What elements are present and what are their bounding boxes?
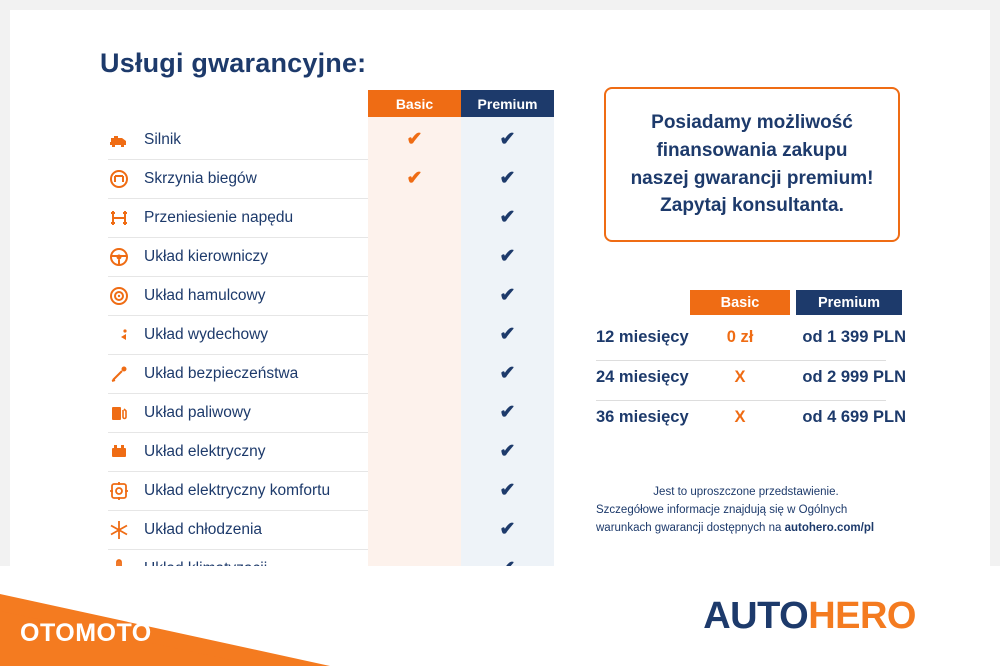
autohero-logo-hero: HERO: [808, 595, 916, 637]
promo-line-1: Posiadamy możliwość: [651, 112, 853, 134]
table-row: [100, 120, 555, 159]
comfort-icon: [106, 478, 132, 504]
row-label: Układ elektryczny: [144, 442, 266, 460]
table-row: [100, 354, 555, 393]
row-label: Skrzynia biegów: [144, 169, 257, 187]
table-row: [100, 198, 555, 237]
row-label: Układ bezpieczeństwa: [144, 364, 299, 382]
pricing-period: 24 miesięcy: [596, 368, 689, 386]
pricing-row: [596, 320, 906, 360]
financing-promo-box: [604, 87, 900, 242]
row-label: Układ elektryczny komfortu: [144, 481, 331, 499]
table-header-basic: Basic: [368, 90, 461, 117]
pricing-row: [596, 360, 906, 400]
row-basic-value: ✔: [406, 129, 423, 150]
gearbox-icon: [106, 166, 132, 192]
autohero-logo: [703, 595, 916, 638]
frame-top-border: [0, 0, 1000, 10]
table-row: [100, 510, 555, 549]
row-premium-value: ✔: [499, 324, 516, 345]
row-premium-value: ✔: [499, 441, 516, 462]
footnote-line-1: Jest to uproszczone przedstawienie.: [653, 486, 839, 498]
footer-band: [0, 566, 1000, 666]
table-row: [100, 393, 555, 432]
table-row: [100, 237, 555, 276]
otomoto-logo: OTOMOTO: [20, 619, 152, 647]
pricing-premium-value: od 1 399 PLN: [802, 328, 906, 346]
promo-line-2: finansowania zakupu: [656, 139, 848, 161]
row-label: Przeniesienie napędu: [144, 208, 294, 226]
row-premium-value: ✔: [499, 246, 516, 267]
footnote-line-2: Szczegółowe informacje znajdują się w Ogólnych: [596, 503, 848, 516]
table-header-premium: Premium: [461, 90, 554, 117]
row-premium-value: ✔: [499, 207, 516, 228]
exhaust-icon: [106, 322, 132, 348]
row-premium-value: ✔: [499, 402, 516, 423]
footnote-line-3-prefix: warunkach gwarancji dostępnych na: [596, 521, 785, 534]
row-premium-value: ✔: [499, 363, 516, 384]
page-title: Usługi gwarancyjne:: [100, 48, 367, 78]
pricing-header-premium: Premium: [796, 290, 902, 315]
row-label: Układ kierowniczy: [144, 247, 269, 265]
row-label: Układ wydechowy: [144, 325, 269, 343]
brakes-icon: [106, 283, 132, 309]
promo-line-4: Zapytaj konsultanta.: [660, 195, 844, 217]
pricing-header-basic: Basic: [690, 290, 790, 315]
footnote-link[interactable]: autohero.com/pl: [784, 521, 875, 534]
cooling-icon: [106, 517, 132, 543]
pricing-basic-value: 0 zł: [726, 328, 754, 346]
row-label: Układ paliwowy: [144, 403, 251, 421]
pricing-basic-value: X: [734, 408, 746, 426]
autohero-logo-auto: AUTO: [703, 595, 809, 637]
pricing-period: 36 miesięcy: [596, 408, 689, 426]
pricing-period: 12 miesięcy: [596, 328, 689, 346]
row-premium-value: ✔: [499, 480, 516, 501]
row-premium-value: ✔: [499, 519, 516, 540]
drivetrain-icon: [106, 205, 132, 231]
table-row: [100, 276, 555, 315]
row-premium-value: ✔: [499, 285, 516, 306]
steering-icon: [106, 244, 132, 270]
row-label: Silnik: [144, 130, 182, 148]
engine-icon: [106, 127, 132, 153]
pricing-premium-value: od 2 999 PLN: [802, 368, 906, 386]
row-premium-value: ✔: [499, 168, 516, 189]
table-row: [100, 159, 555, 198]
row-label: Układ chłodzenia: [144, 520, 263, 538]
electric-icon: [106, 439, 132, 465]
footnote: [596, 484, 896, 537]
table-row: [100, 471, 555, 510]
table-row: [100, 315, 555, 354]
row-label: Układ hamulcowy: [144, 286, 266, 304]
safety-icon: [106, 361, 132, 387]
pricing-premium-value: od 4 699 PLN: [802, 408, 906, 426]
row-premium-value: ✔: [499, 129, 516, 150]
footnote-line-3: [596, 520, 896, 538]
pricing-row: [596, 400, 906, 440]
table-row: [100, 432, 555, 471]
fuel-icon: [106, 400, 132, 426]
promo-line-3: naszej gwarancji premium!: [630, 167, 874, 189]
row-basic-value: ✔: [406, 168, 423, 189]
pricing-basic-value: X: [734, 368, 746, 386]
